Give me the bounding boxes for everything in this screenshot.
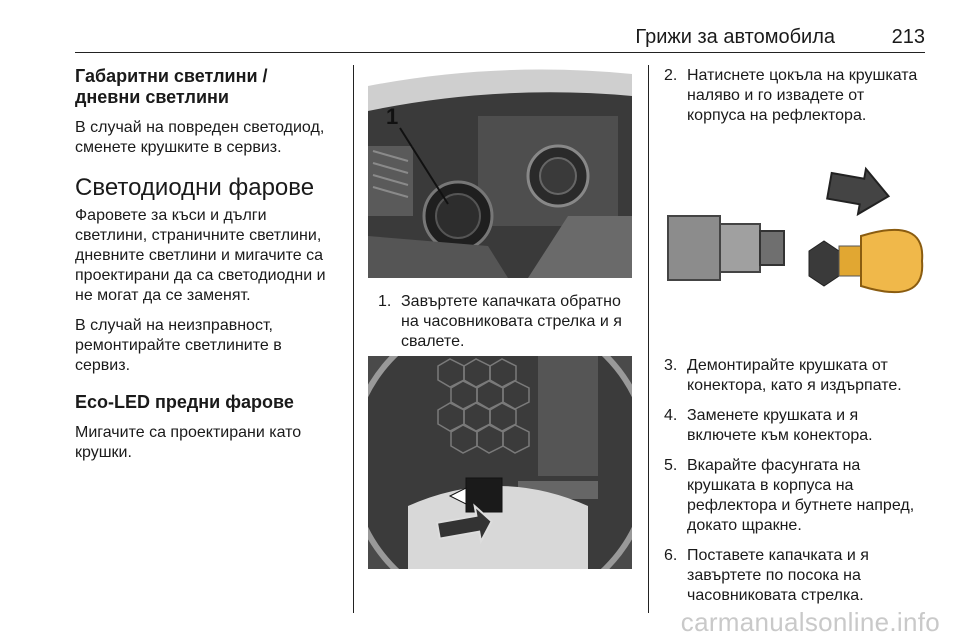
step-text: Завъртете капачката обратно на часовниковата стрелка и я свалете. (401, 293, 622, 350)
callout-number: 1 (386, 104, 399, 129)
paragraph-eco-led: Мигачите са проектирани като крушки. (75, 424, 302, 461)
heading-parking-lights: Габаритни светлини / дневни светлини (75, 66, 268, 107)
step-6 (664, 546, 926, 606)
step-text: Заменете крушката и я включете към конектора. (687, 407, 873, 444)
step-3 (664, 356, 926, 396)
bulb-removal-illustration (664, 136, 926, 346)
page-number: 213 (891, 26, 925, 48)
chapter-title: Грижи за автомобила (635, 26, 835, 48)
paragraph-led-damage: В случай на повреден светодиод, сменете крушките в сервиз. (75, 119, 325, 156)
headlamp-housing-photo (368, 66, 632, 278)
column-middle (368, 66, 632, 569)
step-number: 2. (664, 67, 678, 84)
step-text: Демонтирайте крушката от конектора, като я издърпате. (687, 357, 902, 394)
column-right (664, 66, 926, 616)
paragraph-malfunction: В случай на неизправност, ремонтирайте светлините в сервиз. (75, 317, 282, 374)
step-number: 3. (664, 357, 678, 374)
step-text: Поставете капачката и я завъртете по посока на часовниковата стрелка. (687, 547, 869, 604)
paragraph-led-description: Фаровете за къси и дълги светлини, страничните светлини, дневните светлини и мигачите са проектирани да са светодиодни и не могат да се заменят. (75, 207, 326, 304)
step-number: 1. (378, 293, 392, 310)
heading-eco-led: Eco-LED предни фарове (75, 392, 294, 412)
step-5 (664, 456, 926, 536)
watermark: carmanualsonline.info (680, 607, 940, 637)
step-text: Натиснете цокъла на крушката наляво и го извадете от корпуса на рефлектора. (687, 67, 918, 124)
step-number: 5. (664, 457, 678, 474)
heading-led-headlights: Светодиодни фарове (75, 174, 315, 201)
step-number: 4. (664, 407, 678, 424)
column-left (75, 66, 337, 463)
column-divider-1 (353, 65, 354, 613)
bulb-socket-photo (368, 356, 632, 569)
page-header (75, 22, 925, 53)
bulb-and-socket-drawing (664, 136, 926, 346)
step-number: 6. (664, 547, 678, 564)
step-text: Вкарайте фасунгата на крушката в корпуса на рефлектора и бутнете напред, докато щракне. (687, 457, 915, 534)
headlamp-housing-illustration (368, 66, 632, 278)
step-1 (368, 292, 632, 352)
bulb-socket-illustration (368, 356, 632, 569)
column-divider-2 (648, 65, 649, 613)
step-4 (664, 406, 926, 446)
step-2 (664, 66, 926, 126)
